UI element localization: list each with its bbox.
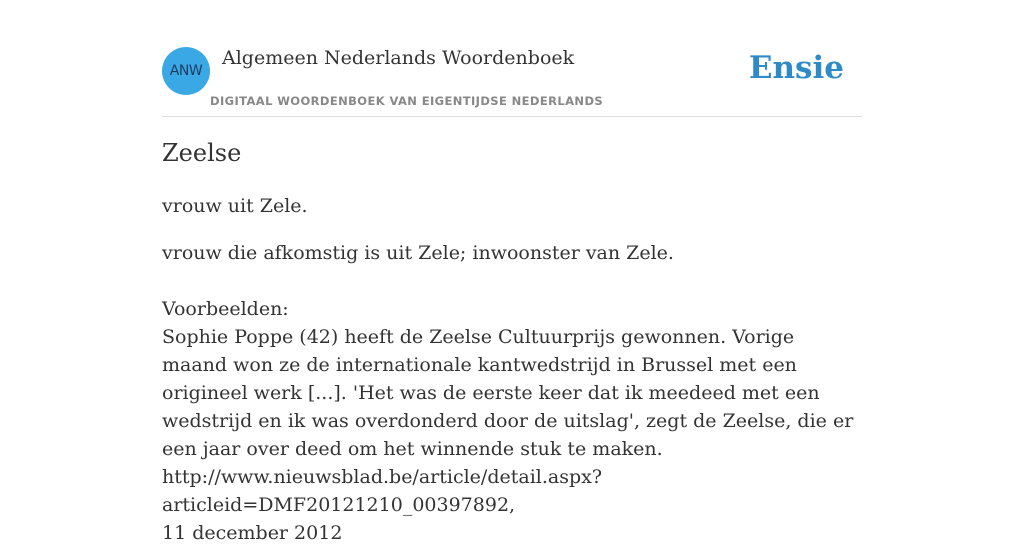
short-definition: vrouw uit Zele.	[162, 195, 308, 217]
example-source-link[interactable]: http://www.nieuwsblad.be/article/detail.aspx?articleid=DMF20121210_00397892,	[162, 466, 603, 516]
site-title[interactable]: Algemeen Nederlands Woordenboek	[222, 47, 575, 69]
ensie-brand-logo[interactable]: Ensie	[748, 50, 844, 86]
site-subtitle: DIGITAAL WOORDENBOEK VAN EIGENTIJDSE NEDERLANDS	[210, 94, 604, 108]
site-header	[162, 40, 862, 117]
anw-logo[interactable]: ANW	[162, 47, 210, 95]
definition: vrouw die afkomstig is uit Zele; inwoonster van Zele.	[162, 242, 674, 264]
page-title: Zeelse	[162, 139, 242, 167]
example-text: Sophie Poppe (42) heeft de Zeelse Cultuurprijs gewonnen. Vorige maand won ze de internationale kantwedstrijd in Brussel met een origineel werk [...]. 'Het was de eerste keer dat ik meedeed met een wedstrijd en ik was overdonderd door de uitslag', zegt de Zeelse, die er een jaar over deed om het winnende stuk te maken.	[162, 326, 854, 460]
example-date: 11 december 2012	[162, 522, 343, 544]
examples-section	[162, 295, 862, 547]
examples-label: Voorbeelden:	[162, 298, 289, 320]
